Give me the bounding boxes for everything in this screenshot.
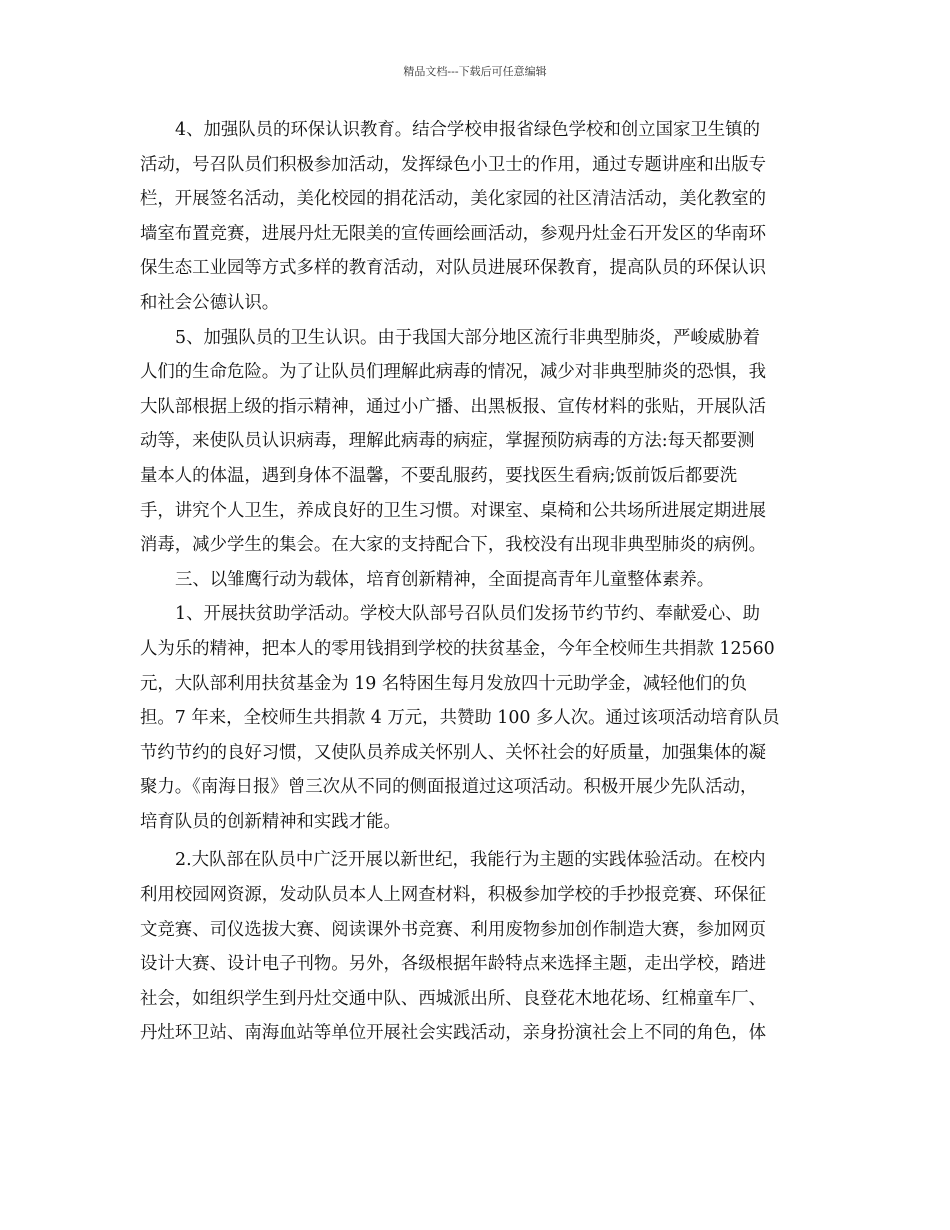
text-line: 担。7 年来，全校师生共捐款 4 万元，共赞助 100 多人次。通过该项活动培育队员 [140,708,780,729]
paragraph-poverty-aid [140,597,810,839]
text-line: 人们的生命危险。为了让队员们理解此病毒的情况，减少对非典型肺炎的恐惧，我 [140,362,767,383]
text-line: 人为乐的精神，把本人的零用钱捐到学校的扶贫基金，今年全校师生共捐款 12560 [140,638,775,659]
text-line: 节约节约的良好习惯，又使队员养成关怀别人、关怀社会的好质量，加强集体的凝 [140,742,767,763]
text-line: 量本人的体温，遇到身体不温馨，不要乱服药，要找医生看病;饭前饭后都要洗 [140,465,738,486]
text-line: 文竞赛、司仪选拔大赛、阅读课外书竞赛、利用废物参加创作制造大赛，参加网页 [140,919,767,940]
text-line: 培育队员的创新精神和实践才能。 [140,811,401,832]
text-line: 活动，号召队员们积极参加活动，发挥绿色小卫士的作用，通过专题讲座和出版专 [140,154,767,175]
text-line: 利用校园网资源，发动队员本人上网查材料，积极参加学校的手抄报竞赛、环保征 [140,885,767,906]
text-line: 4、加强队员的环保认识教育。结合学校申报省绿色学校和创立国家卫生镇的 [175,120,760,140]
text-line: 社会，如组织学生到丹灶交通中队、西城派出所、良登花木地花场、红棉童车厂、 [140,988,767,1009]
text-line: 1、开展扶贫助学活动。学校大队部号召队员们发扬节约节约、奉献爱心、助 [175,604,760,625]
text-line: 三、以雏鹰行动为载体，培育创新精神，全面提高青年儿童整体素养。 [175,569,715,590]
paragraph-hygiene [140,321,810,563]
text-line: 5、加强队员的卫生认识。由于我国大部分地区流行非典型肺炎，严峻威胁着 [175,327,760,348]
text-line: 墙室布置竞赛，进展丹灶无限美的宣传画绘画活动，参观丹灶金石开发区的华南环 [140,223,767,244]
section-heading-three [140,563,810,598]
text-line: 丹灶环卫站、南海血站等单位开展社会实践活动，亲身扮演社会上不同的角色，体 [140,1023,767,1044]
text-line: 手，讲究个人卫生，养成良好的卫生习惯。对课室、桌椅和公共场所进展定期进展 [140,500,767,521]
text-line: 保生态工业园等方式多样的教育活动，对队员进展环保教育，提高队员的环保认识 [140,258,767,279]
text-line: 2.大队部在队员中广泛开展以新世纪，我能行为主题的实践体验活动。在校内 [175,850,766,871]
text-line: 和社会公德认识。 [140,292,280,313]
paragraph-practice-activities [140,843,810,1051]
text-line: 设计大赛、设计电子刊物。另外，各级根据年龄特点来选择主题，走出学校，踏进 [140,954,767,975]
text-line: 消毒，减少学生的集会。在大家的支持配合下，我校没有出现非典型肺炎的病例。 [140,535,767,556]
document-body [140,113,810,1051]
text-line: 聚力。《南海日报》曾三次从不同的侧面报道过这项活动。积极开展少先队活动， [140,777,758,798]
text-line: 大队部根据上级的指示精神，通过小广播、出黑板报、宣传材料的张贴，开展队活 [140,396,767,417]
text-line: 栏，开展签名活动，美化校园的捐花活动，美化家园的社区清洁活动，美化教室的 [140,189,767,210]
paragraph-environment [140,113,810,321]
text-line: 元，大队部利用扶贫基金为 19 名特困生每月发放四十元助学金，减轻他们的负 [140,673,748,694]
text-line: 动等，来使队员认识病毒，理解此病毒的病症，掌握预防病毒的方法:每天都要测 [140,431,755,452]
page-header: 精品文档---下载后可任意编辑 [403,65,547,78]
